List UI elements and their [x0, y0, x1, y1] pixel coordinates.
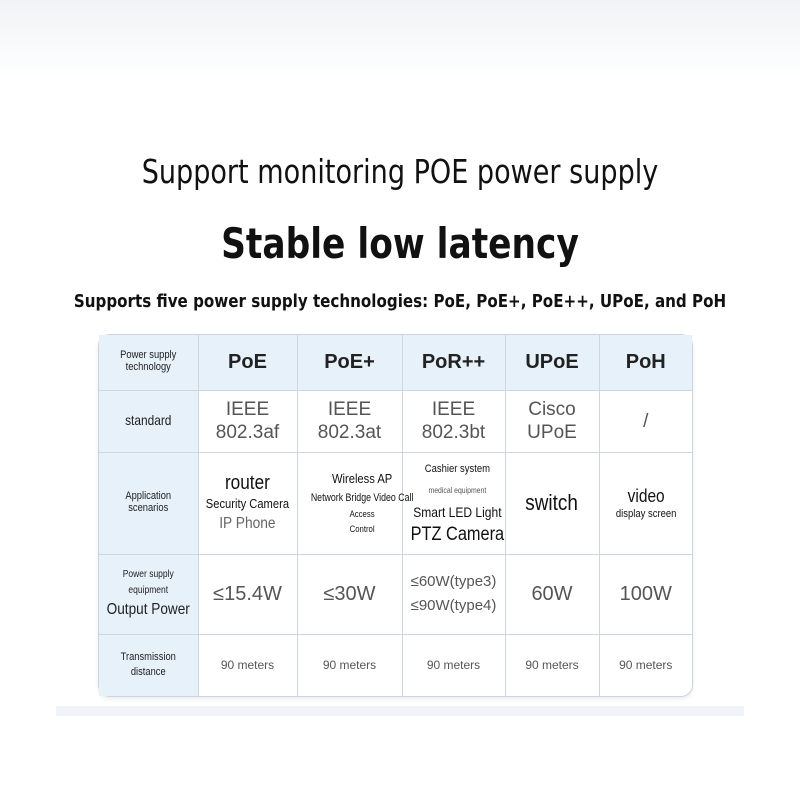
- column-header-poe: PoE: [198, 335, 297, 390]
- table-row-distance: [99, 634, 692, 696]
- table-row-application: [99, 452, 692, 554]
- heading-technologies: Supports five power supply technologies: PoE, PoE+, PoE++, UPoE, and PoH: [73, 291, 727, 312]
- app-text: Smart LED Light: [412, 504, 502, 520]
- power-cell-poh: 100W: [599, 554, 692, 634]
- row-label-standard: standard: [99, 390, 198, 452]
- distance-cell-poh: 90 meters: [599, 634, 692, 696]
- app-text: Control: [349, 524, 375, 534]
- table-row-technology: [99, 335, 692, 390]
- top-background-fade: [0, 0, 800, 80]
- heading-monitoring: Support monitoring POE power supply: [141, 152, 659, 191]
- row-label-application: Application scenarios: [99, 452, 198, 554]
- application-cell-upoe: [505, 452, 599, 554]
- application-cell-poh: [599, 452, 692, 554]
- app-text: Access: [349, 509, 375, 519]
- row-label-power: Power supply equipment Output Power: [99, 554, 198, 634]
- distance-cell-poe: 90 meters: [198, 634, 297, 696]
- power-cell-poe-plus-plus: ≤60W(type3) ≤90W(type4): [402, 554, 505, 634]
- distance-cell-poe-plus: 90 meters: [297, 634, 402, 696]
- application-cell-poe: [198, 452, 297, 554]
- standard-cell-poe: IEEE 802.3af: [198, 390, 297, 452]
- standard-cell-poe-plus: IEEE 802.3at: [297, 390, 402, 452]
- app-text: router: [225, 472, 270, 494]
- app-text: PTZ Camera: [410, 524, 504, 545]
- app-text: switch: [525, 490, 579, 515]
- standard-cell-upoe: Cisco UPoE: [505, 390, 599, 452]
- column-header-poh: PoH: [599, 335, 692, 390]
- application-cell-poe-plus: [297, 452, 413, 554]
- column-header-upoe: UPoE: [505, 335, 599, 390]
- app-text: Network Bridge Video Call: [310, 492, 413, 504]
- row-label-technology: Power supply technology: [99, 335, 198, 390]
- power-cell-upoe: 60W: [505, 554, 599, 634]
- app-text: Wireless AP: [331, 471, 392, 486]
- power-cell-poe-plus: ≤30W: [297, 554, 402, 634]
- table-row-power: [99, 554, 692, 634]
- column-header-poe-plus: PoE+: [297, 335, 402, 390]
- application-cell-poe-plus-plus: [402, 452, 505, 554]
- standard-cell-poe-plus-plus: IEEE 802.3bt: [402, 390, 505, 452]
- bottom-divider-bar: [56, 706, 744, 716]
- column-header-poe-plus-plus: PoR++: [402, 335, 505, 390]
- app-text: IP Phone: [219, 515, 276, 532]
- app-text: medical equipment: [427, 486, 486, 495]
- table-row-standard: [99, 390, 692, 452]
- standard-cell-poh: /: [599, 390, 692, 452]
- app-text: display screen: [615, 507, 676, 520]
- poe-comparison-table: [98, 334, 693, 697]
- row-label-distance: Transmission distance: [99, 634, 198, 696]
- distance-cell-poe-plus-plus: 90 meters: [402, 634, 505, 696]
- app-text: video: [627, 485, 665, 506]
- distance-cell-upoe: 90 meters: [505, 634, 599, 696]
- app-text: Security Camera: [205, 496, 290, 511]
- app-text: Cashier system: [424, 463, 490, 475]
- power-cell-poe: ≤15.4W: [198, 554, 297, 634]
- heading-latency: Stable low latency: [221, 219, 579, 268]
